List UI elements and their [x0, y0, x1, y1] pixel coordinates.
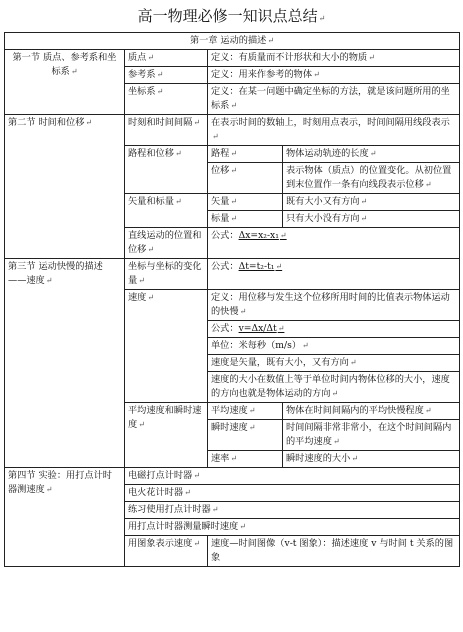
chapter-heading: 第一章 运动的描述 ↵: [190, 35, 274, 46]
velocity-unit: 单位：米每秒（m/s） ↵: [211, 340, 309, 351]
subterm-label: 位移 ↵: [211, 165, 237, 176]
term-definition: 定义：用来作参考的物体 ↵: [211, 69, 320, 80]
table-row: [5, 259, 460, 290]
term-definition: 定义：在某一问题中确定坐标的方法，就是该问题所用的坐标系 ↵: [211, 86, 450, 111]
subterm-label: 矢量 ↵: [211, 196, 237, 207]
subterm-definition: 时间间隔非常非常小，在这个时间间隔内的平均速度 ↵: [286, 422, 451, 447]
formula-prefix: 公式：: [211, 323, 239, 334]
term-label: 直线运动的位置和位移 ↵: [128, 230, 202, 255]
subterm-label: 路程 ↵: [211, 148, 237, 159]
vt-graph-definition: 速度—时间图像（v-t 图象）：描述速度 v 与时间 t 关系的图象: [211, 538, 454, 563]
subterm-label: 标量 ↵: [211, 213, 237, 224]
section-3-title: 第三节 运动快慢的描述——速度 ↵: [8, 261, 103, 286]
table-row: [5, 115, 460, 146]
knowledge-table: [4, 32, 460, 567]
term-label: 时刻和时间间隔 ↵: [128, 117, 200, 128]
table-row: [5, 50, 460, 67]
term-label: 平均速度和瞬时速度 ↵: [128, 405, 202, 430]
formula: Δt=t₂-t₁ ↵: [239, 261, 283, 272]
experiment-item: 电火花计时器 ↵: [128, 487, 191, 498]
term-label: 坐标系 ↵: [128, 86, 163, 97]
term-label: 坐标与坐标的变化量 ↵: [128, 261, 202, 286]
velocity-vector-note: 速度是矢量，既有大小，又有方向 ↵: [211, 357, 357, 368]
velocity-formula: v=Δx/Δt ↵: [239, 323, 285, 334]
velocity-description: 速度的大小在数值上等于单位时间内物体位移的大小，速度的方向也就是物体运动的方向 ↵: [211, 374, 450, 399]
subterm-definition: 物体运动轨迹的长度 ↵: [286, 148, 376, 159]
term-label: 参考系 ↵: [128, 69, 163, 80]
document-title: 高一物理必修一知识点总结 ↵: [0, 6, 463, 29]
section-4-title: 第四节 实验：用打点计时器测速度 ↵: [8, 470, 112, 495]
formula: Δx=x₂-x₁ ↵: [239, 230, 287, 241]
subterm-label: 瞬时速度 ↵: [211, 422, 255, 433]
subterm-label: 平均速度 ↵: [211, 405, 255, 416]
subterm-label: 速率 ↵: [211, 453, 237, 464]
subterm-definition: 物体在时间间隔内的平均快慢程度 ↵: [286, 405, 432, 416]
experiment-item: 用打点计时器测量瞬时速度 ↵: [128, 521, 246, 532]
subterm-definition: 既有大小又有方向 ↵: [286, 196, 367, 207]
formula-prefix: 公式：: [211, 230, 239, 241]
term-label: 矢量和标量 ↵: [128, 196, 182, 207]
term-label: 路程和位移 ↵: [128, 148, 182, 159]
term-definition: 定义：有质量而不计形状和大小的物质 ↵: [211, 52, 375, 63]
term-label: 用图象表示速度 ↵: [128, 538, 200, 549]
experiment-item: 电磁打点计时器 ↵: [128, 470, 200, 481]
table-row: [5, 468, 460, 485]
formula-prefix: 公式：: [211, 261, 239, 272]
chapter-row: [5, 33, 460, 50]
subterm-definition: 只有大小没有方向 ↵: [286, 213, 367, 224]
subterm-definition: 表示物体（质点）的位置变化。从初位置到末位置作一条有向线段表示位移 ↵: [286, 165, 451, 190]
experiment-item: 练习使用打点计时器 ↵: [128, 504, 218, 515]
term-label: 速度 ↵: [128, 292, 154, 303]
term-label: 质点 ↵: [128, 52, 154, 63]
section-2-title: 第二节 时间和位移 ↵: [8, 117, 92, 128]
velocity-definition: 定义：用位移与发生这个位移所用时间的比值表示物体运动的快慢 ↵: [211, 292, 450, 317]
subterm-definition: 瞬时速度的大小 ↵: [286, 453, 358, 464]
section-1-title: 第一节 质点、参考系和坐标系 ↵: [13, 52, 117, 77]
term-definition: 在表示时间的数轴上，时刻用点表示，时间间隔用线段表示 ↵: [211, 117, 450, 142]
